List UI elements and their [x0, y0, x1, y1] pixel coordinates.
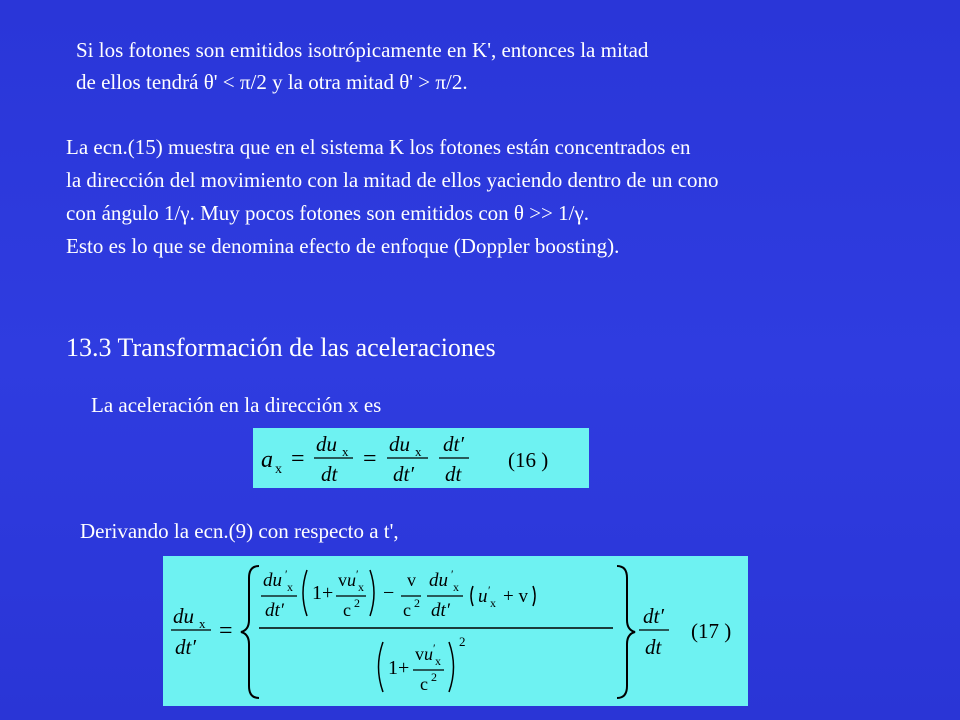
- svg-text:dt′: dt′: [443, 432, 464, 456]
- svg-text:x: x: [275, 462, 282, 477]
- text-line: la dirección del movimiento con la mitad de ellos yaciendo dentro de un cono: [66, 168, 719, 192]
- svg-text:2: 2: [414, 596, 420, 610]
- svg-text:2: 2: [354, 596, 360, 610]
- svg-text:dt′: dt′: [265, 600, 284, 621]
- svg-text:dt′: dt′: [431, 600, 450, 621]
- svg-text:+ v: + v: [503, 586, 528, 607]
- svg-text:−: −: [383, 582, 395, 604]
- svg-text:x: x: [358, 580, 364, 594]
- equation-17: [163, 556, 748, 706]
- svg-text:=: =: [291, 446, 305, 472]
- svg-text:du: du: [389, 432, 410, 456]
- svg-text:v: v: [407, 570, 416, 590]
- derivation-intro: Derivando la ecn.(9) con respecto a t',: [80, 519, 399, 543]
- svg-text:x: x: [199, 616, 206, 631]
- acceleration-intro: La aceleración en la dirección x es: [91, 393, 382, 417]
- svg-text:=: =: [219, 618, 233, 644]
- svg-text:c: c: [343, 600, 351, 620]
- svg-text:′: ′: [488, 583, 491, 597]
- text-line: Esto es lo que se denomina efecto de enfoque (Doppler boosting).: [66, 234, 620, 258]
- equation-16-box: [253, 428, 589, 488]
- svg-text:=: =: [363, 446, 377, 472]
- svg-text:du: du: [173, 604, 194, 628]
- svg-text:u: u: [478, 586, 488, 607]
- svg-text:1+: 1+: [388, 657, 410, 679]
- svg-text:′: ′: [285, 567, 288, 581]
- svg-text:c: c: [420, 674, 428, 694]
- svg-text:a: a: [261, 447, 273, 473]
- svg-text:du: du: [316, 432, 337, 456]
- text-line: Si los fotones son emitidos isotrópicamente en K', entonces la mitad: [76, 38, 649, 62]
- svg-text:x: x: [435, 654, 441, 668]
- svg-text:dt: dt: [445, 462, 462, 486]
- equation-17-box: [163, 556, 748, 706]
- svg-text:v: v: [415, 644, 424, 664]
- svg-text:dt′: dt′: [393, 462, 414, 486]
- svg-text:x: x: [342, 444, 349, 459]
- text-line: La ecn.(15) muestra que en el sistema K los fotones están concentrados en: [66, 135, 691, 159]
- svg-text:x: x: [453, 580, 459, 594]
- svg-text:c: c: [403, 600, 411, 620]
- svg-text:u: u: [424, 644, 433, 664]
- svg-text:dt: dt: [321, 462, 338, 486]
- text-line: con ángulo 1/γ. Muy pocos fotones son emitidos con θ >> 1/γ.: [66, 201, 590, 225]
- svg-text:dt′: dt′: [643, 604, 664, 628]
- svg-text:x: x: [490, 596, 496, 610]
- svg-text:du: du: [263, 570, 282, 591]
- svg-text:du: du: [429, 570, 448, 591]
- svg-text:dt: dt: [645, 635, 662, 659]
- section-heading: 13.3 Transformación de las aceleraciones: [66, 333, 496, 362]
- text-line: de ellos tendrá θ' < π/2 y la otra mitad θ' > π/2.: [76, 70, 468, 94]
- svg-text:′: ′: [451, 567, 454, 581]
- svg-text:1+: 1+: [312, 582, 334, 604]
- svg-text:x: x: [287, 580, 293, 594]
- equation-17-number: (17 ): [691, 619, 732, 643]
- equation-16: [253, 428, 589, 488]
- svg-text:dt′: dt′: [175, 635, 196, 659]
- svg-text:x: x: [415, 444, 422, 459]
- svg-text:2: 2: [459, 634, 466, 649]
- svg-text:′: ′: [433, 641, 436, 655]
- svg-text:v: v: [338, 570, 347, 590]
- svg-text:2: 2: [431, 670, 437, 684]
- equation-16-number: (16 ): [508, 448, 549, 472]
- svg-text:′: ′: [356, 567, 359, 581]
- svg-text:u: u: [347, 570, 356, 590]
